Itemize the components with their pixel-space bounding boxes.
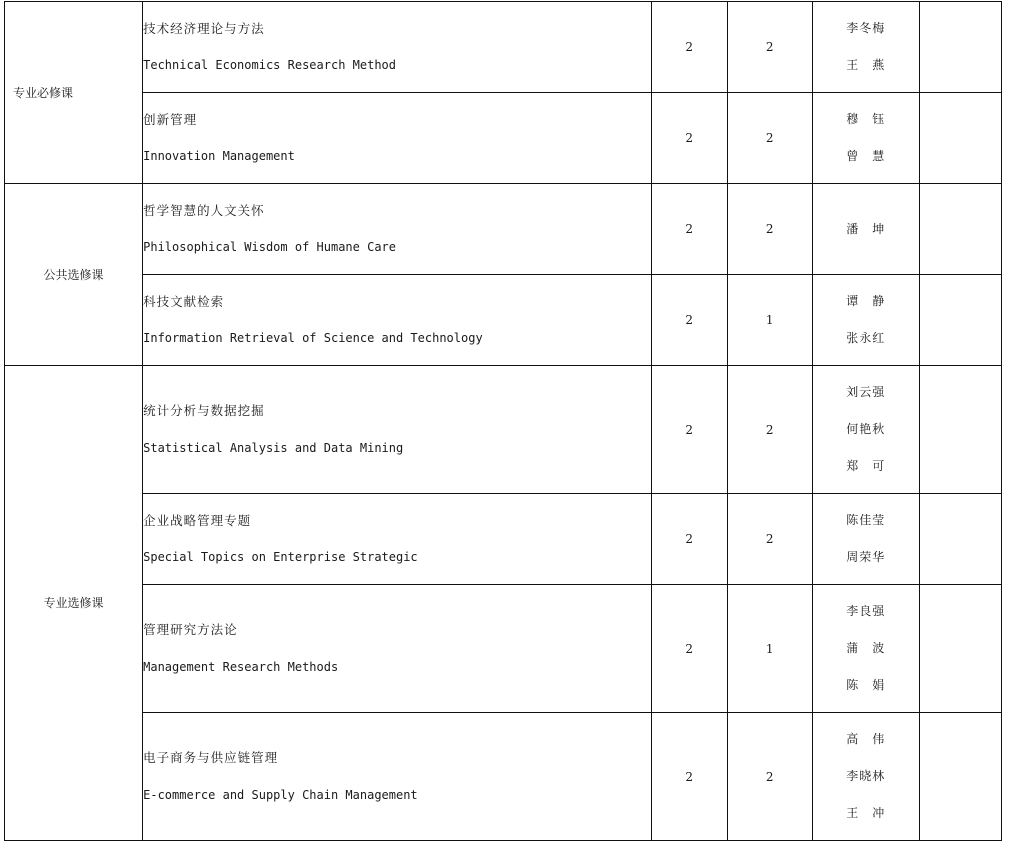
course-hours: 2 [727, 184, 812, 275]
course-name-cn: 哲学智慧的人文关怀 [143, 202, 265, 218]
course-credit: 2 [651, 184, 727, 275]
course-teachers [812, 93, 919, 184]
teacher-name: 蒲 波 [846, 641, 886, 655]
remarks-cell [919, 275, 1001, 366]
course-name-en: Innovation Management [143, 149, 295, 164]
remarks-cell [919, 366, 1001, 494]
course-name-cell [143, 494, 652, 585]
course-table-body [5, 2, 1002, 841]
course-teachers [812, 713, 919, 841]
teacher-name: 李冬梅 [846, 21, 886, 35]
remarks-cell [919, 93, 1001, 184]
course-name-en: Information Retrieval of Science and Technology [143, 331, 483, 346]
table-row [5, 2, 1002, 93]
teacher-name: 穆 钰 [846, 112, 886, 126]
teacher-name: 陈 娟 [846, 678, 886, 692]
course-name-cell [143, 184, 652, 275]
course-teachers [812, 2, 919, 93]
remarks-cell [919, 494, 1001, 585]
course-name-cn: 创新管理 [143, 111, 198, 127]
course-name-cn: 企业战略管理专题 [143, 512, 252, 528]
table-row [5, 275, 1002, 366]
course-name-cell [143, 2, 652, 93]
teacher-name: 李晓林 [846, 769, 886, 783]
course-name-cn: 电子商务与供应链管理 [143, 750, 279, 766]
teacher-name: 陈佳莹 [846, 513, 886, 527]
course-teachers [812, 494, 919, 585]
teacher-name: 王 燕 [846, 58, 886, 72]
course-hours: 1 [727, 275, 812, 366]
teacher-name: 刘云强 [846, 385, 886, 399]
course-credit: 2 [651, 275, 727, 366]
course-teachers [812, 275, 919, 366]
course-hours: 2 [727, 93, 812, 184]
teacher-name: 李良强 [846, 604, 886, 618]
course-credit: 2 [651, 366, 727, 494]
table-row [5, 494, 1002, 585]
course-name-cell [143, 585, 652, 713]
course-name-cell [143, 93, 652, 184]
course-hours: 2 [727, 2, 812, 93]
teacher-name: 高 伟 [846, 732, 886, 746]
course-name-cn: 统计分析与数据挖掘 [143, 403, 265, 419]
course-hours: 2 [727, 713, 812, 841]
course-credit: 2 [651, 494, 727, 585]
teacher-name: 何艳秋 [846, 422, 886, 436]
teacher-name: 曾 慧 [846, 149, 886, 163]
course-name-en: Statistical Analysis and Data Mining [143, 440, 404, 455]
table-row [5, 93, 1002, 184]
course-name-cell [143, 713, 652, 841]
course-name-cn: 管理研究方法论 [143, 622, 238, 638]
course-category: 公共选修课 [5, 184, 143, 366]
course-name-cell [143, 366, 652, 494]
teacher-name: 王 冲 [846, 806, 886, 820]
remarks-cell [919, 2, 1001, 93]
course-teachers [812, 184, 919, 275]
course-hours: 2 [727, 494, 812, 585]
course-table [4, 1, 1002, 841]
teacher-name: 周荣华 [846, 550, 886, 564]
course-category: 专业选修课 [5, 366, 143, 841]
table-row [5, 184, 1002, 275]
course-teachers [812, 366, 919, 494]
course-credit: 2 [651, 93, 727, 184]
remarks-cell [919, 184, 1001, 275]
teacher-name: 谭 静 [846, 294, 886, 308]
course-credit: 2 [651, 585, 727, 713]
course-name-cn: 科技文献检索 [143, 293, 225, 309]
course-hours: 1 [727, 585, 812, 713]
course-name-en: Special Topics on Enterprise Strategic [143, 550, 418, 565]
table-row [5, 585, 1002, 713]
course-name-cn: 技术经济理论与方法 [143, 20, 265, 36]
course-category: 专业必修课 [5, 2, 143, 184]
table-row [5, 366, 1002, 494]
course-name-en: E-commerce and Supply Chain Management [143, 787, 418, 802]
teacher-name: 郑 可 [846, 459, 886, 473]
remarks-cell [919, 585, 1001, 713]
course-name-en: Management Research Methods [143, 659, 339, 674]
course-name-en: Philosophical Wisdom of Humane Care [143, 240, 396, 255]
teacher-name: 潘 坤 [846, 221, 886, 236]
course-name-en: Technical Economics Research Method [143, 58, 396, 73]
course-name-cell [143, 275, 652, 366]
course-credit: 2 [651, 2, 727, 93]
remarks-cell [919, 713, 1001, 841]
course-teachers [812, 585, 919, 713]
teacher-name: 张永红 [846, 331, 886, 345]
table-row [5, 713, 1002, 841]
course-hours: 2 [727, 366, 812, 494]
course-credit: 2 [651, 713, 727, 841]
